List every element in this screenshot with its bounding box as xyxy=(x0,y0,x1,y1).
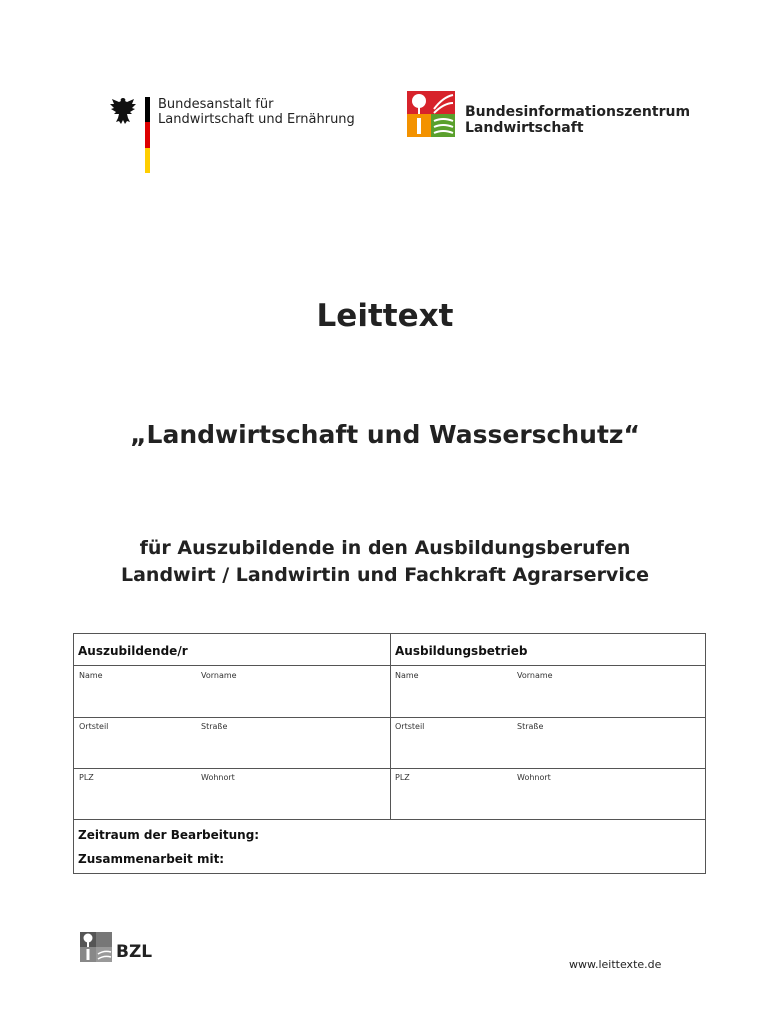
row-divider xyxy=(74,768,705,769)
company-firstname-field[interactable]: Vorname xyxy=(517,671,553,680)
document-title: Leittext xyxy=(316,298,454,334)
row-divider xyxy=(74,665,705,666)
row-divider xyxy=(74,819,705,820)
target-line1: für Auszubildende in den Ausbildungsberufen xyxy=(139,537,631,559)
company-zip-field[interactable]: PLZ xyxy=(395,773,410,782)
collaboration-field[interactable]: Zusammenarbeit mit: xyxy=(78,852,225,866)
trainee-street-field[interactable]: Straße xyxy=(201,722,228,731)
target-audience xyxy=(0,535,770,589)
trainee-header: Auszubildende/r xyxy=(78,644,188,658)
trainee-district-field[interactable]: Ortsteil xyxy=(79,722,109,731)
bzl-name-line2: Landwirtschaft xyxy=(465,120,584,136)
federal-eagle-icon xyxy=(108,95,138,127)
bzl-logo-icon xyxy=(407,91,455,137)
trainee-city-field[interactable]: Wohnort xyxy=(201,773,235,782)
company-header: Ausbildungsbetrieb xyxy=(395,644,528,658)
website-link[interactable]: www.leittexte.de xyxy=(569,958,662,971)
company-city-field[interactable]: Wohnort xyxy=(517,773,551,782)
ble-name xyxy=(158,97,355,127)
period-field[interactable]: Zeitraum der Bearbeitung: xyxy=(78,828,260,842)
ble-name-line2: Landwirtschaft und Ernährung xyxy=(158,112,355,127)
bzl-footer-text: BZL xyxy=(116,942,153,962)
ble-name-line1: Bundesanstalt für xyxy=(158,97,274,112)
bzl-name xyxy=(465,104,690,136)
row-divider xyxy=(74,717,705,718)
bzl-name-line1: Bundesinformationszentrum xyxy=(465,104,691,120)
german-flag-bar xyxy=(145,97,150,173)
column-divider xyxy=(390,634,391,819)
trainee-name-field[interactable]: Name xyxy=(79,671,103,680)
trainee-zip-field[interactable]: PLZ xyxy=(79,773,94,782)
trainee-firstname-field[interactable]: Vorname xyxy=(201,671,237,680)
company-district-field[interactable]: Ortsteil xyxy=(395,722,425,731)
trainee-info-form xyxy=(73,633,706,874)
bzl-footer-logo-icon xyxy=(80,932,112,962)
company-name-field[interactable]: Name xyxy=(395,671,419,680)
document-subtitle: „Landwirtschaft und Wasserschutz“ xyxy=(130,420,640,449)
company-street-field[interactable]: Straße xyxy=(517,722,544,731)
target-line2: Landwirt / Landwirtin und Fachkraft Agrarservice xyxy=(121,564,649,586)
